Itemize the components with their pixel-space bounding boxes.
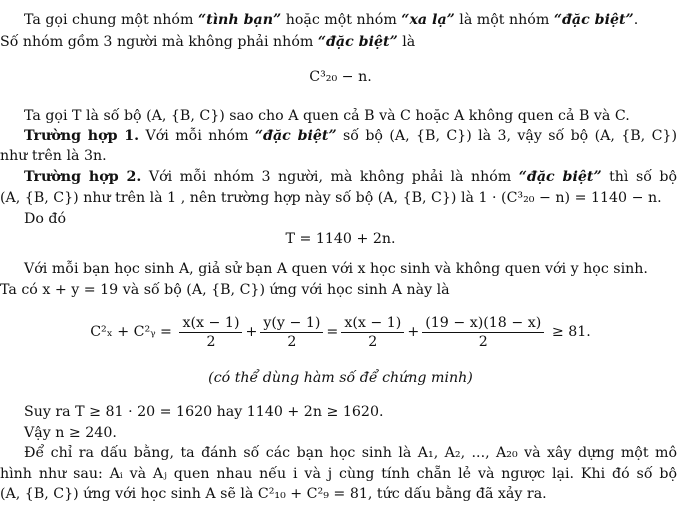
fraction (179, 314, 242, 351)
text: Ta gọi chung một nhóm (24, 12, 198, 28)
case-1 (0, 126, 681, 146)
equation-text: T = 1140 + 2n. (285, 231, 396, 247)
fraction (341, 314, 404, 351)
term-tinh-ban: “tình bạn” (197, 12, 282, 28)
paragraph-define-T (0, 106, 681, 126)
text: Ta có x + y = 19 và số bộ (A, {B, C}) ứng với học sinh A này là (0, 282, 450, 298)
text: Để chỉ ra dấu bằng, ta đánh số các bạn học sinh là A₁, A₂, ..., A₂₀ và xây dựng một mô (24, 445, 677, 461)
term-dac-biet: “đặc biệt” (254, 128, 337, 144)
eq3-rhs: ≥ 81. (551, 324, 591, 340)
text: Ta gọi T là số bộ (A, {B, C}) sao cho A quen cả B và C hoặc A không quen cả B và C. (24, 108, 630, 124)
fraction (422, 314, 544, 351)
term-xa-la: “xa lạ” (401, 12, 455, 28)
fraction (260, 314, 323, 351)
numerator: x(x − 1) (179, 314, 242, 333)
text: hoặc một nhóm (281, 12, 402, 28)
paragraph-definition (0, 10, 681, 30)
text: (có thể dùng hàm số để chứng minh) (208, 370, 473, 386)
term-dac-biet: “đặc biệt” (317, 34, 398, 50)
case-1-heading: Trường hợp 1. (24, 128, 140, 144)
equality-conclusion (0, 484, 681, 504)
therefore (0, 209, 681, 229)
denominator: 2 (206, 333, 216, 350)
denominator: 2 (287, 333, 297, 350)
case-2-heading: Trường hợp 2. (24, 169, 142, 185)
numerator: y(y − 1) (260, 314, 323, 333)
equality-construction-cont (0, 464, 681, 484)
text: Với mỗi nhóm (139, 128, 255, 144)
paragraph-student-A-cont (0, 280, 681, 300)
text: (A, {B, C}) như trên là 1 , nên trường hợp này số bộ (A, {B, C}) là 1 · (C³₂₀ − n) = 1140 − n. (0, 190, 662, 206)
paragraph-student-A (0, 259, 681, 279)
text: số bộ (A, {B, C}) là 3, vậy số bộ (A, {B, C}) (336, 128, 677, 144)
term-dac-biet: “đặc biệt” (553, 12, 634, 28)
text: Với mỗi nhóm 3 người, mà không phải là nhóm (141, 169, 519, 185)
text: như trên là 3n. (0, 148, 107, 164)
text: . (633, 12, 639, 28)
denominator: 2 (368, 333, 378, 350)
text: (A, {B, C}) ứng với học sinh A sẽ là C²₁₀ + C²₉ = 81, tức dấu bằng đã xảy ra. (0, 486, 547, 502)
text: Số nhóm gồm 3 người mà không phải nhóm (0, 34, 318, 50)
numerator: (19 − x)(18 − x) (422, 314, 544, 333)
equation-3: C²ₓ + C²ᵧ = $\frac{x(x - 1)}{2}$ + $\frac{y(y - 1)}{2}$ = $\frac{x(x - 1)}{2}$ + $\frac{(19 - x)(18 - x)}{2}$ ≥ 81. (90, 314, 591, 350)
equality-construction (0, 443, 681, 463)
eq3-lhs: C²ₓ + C²ᵧ = (90, 324, 172, 340)
equation-1 (0, 67, 681, 87)
case-2-cont (0, 188, 681, 208)
paragraph-count (0, 32, 681, 52)
text: là một nhóm (454, 12, 554, 28)
text: Do đó (24, 211, 67, 227)
case-1-cont (0, 146, 681, 166)
remark (0, 368, 681, 388)
term-dac-biet: “đặc biệt” (518, 169, 602, 185)
denominator: 2 (478, 333, 488, 350)
equation-text: C³₂₀ − n. (309, 69, 372, 85)
case-2 (0, 167, 681, 187)
conclusion-1 (0, 402, 681, 422)
numerator: x(x − 1) (341, 314, 404, 333)
equation-2 (0, 229, 681, 249)
text: hình như sau: Aᵢ và Aⱼ quen nhau nếu i và j cùng tính chẵn lẻ và ngược lại. Khi đó số bộ (0, 466, 677, 482)
text: thì số bộ (601, 169, 678, 185)
text: Với mỗi bạn học sinh A, giả sử bạn A quen với x học sinh và không quen với y học sinh. (24, 261, 648, 277)
text: là (397, 34, 416, 50)
text: Suy ra T ≥ 81 · 20 = 1620 hay 1140 + 2n ≥ 1620. (24, 404, 384, 420)
conclusion-2 (0, 423, 681, 443)
text: Vậy n ≥ 240. (24, 425, 117, 441)
